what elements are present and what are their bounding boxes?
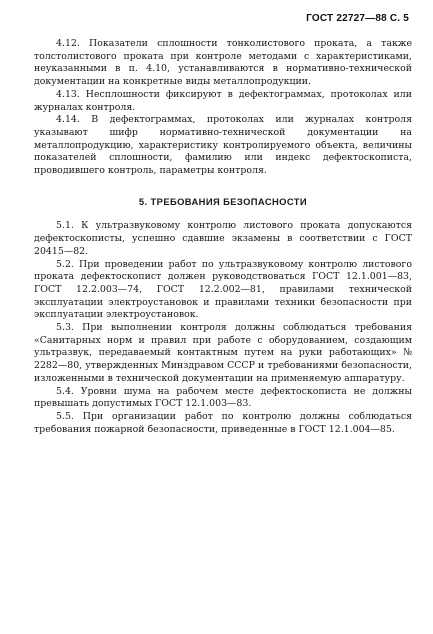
paragraph-5-4: 5.4. Уровни шума на рабочем месте дефектоскописта не должны превышать допустимых ГОСТ 12.1.003—83.: [34, 385, 412, 410]
paragraph-5-2: 5.2. При проведении работ по ультразвуковому контролю листового проката дефектоскопист должен руководствоваться ГОСТ 12.1.001—83, ГОСТ 12.2.003—74, ГОСТ 12.2.002—81, правилами технической эксплуатации электроустановок и правилами техники безопасности при эксплуатации электроустановок.: [34, 258, 412, 321]
section-heading: 5. ТРЕБОВАНИЯ БЕЗОПАСНОСТИ: [138, 195, 308, 207]
paragraph-4-13: 4.13. Несплошности фиксируют в дефектограммах, протоколах или журналах контроля.: [34, 88, 412, 113]
paragraph-5-5: 5.5. При организации работ по контролю должны соблюдаться требования пожарной безопасности, приведенные в ГОСТ 12.1.004—85.: [34, 410, 412, 435]
paragraph-4-14: 4.14. В дефектограммах, протоколах или журналах контроля указывают шифр нормативно-технической документации на металлопродукцию, характеристику контролируемого объекта, величины показателей сплошности, фамилию или индекс дефектоскописта, проводившего контроль, параметры контроля.: [34, 114, 412, 177]
document-body: [34, 38, 412, 436]
running-header: ГОСТ 22727—88 С. 5: [306, 13, 409, 24]
paragraph-5-1: 5.1. К ультразвуковому контролю листового проката допускаются дефектоскописты, успешно сдавшие экзамены в соответствии с ГОСТ 20415—82.: [34, 220, 412, 257]
paragraph-4-12: 4.12. Показатели сплошности тонколистового проката, а также толстолистового проката при контроле методами с характеристиками, неуказанными в п. 4.10, устанавливаются в нормативно-технической документации на конкретные виды металлопродукции.: [34, 38, 412, 88]
paragraph-5-3: 5.3. При выполнении контроля должны соблюдаться требования «Санитарных норм и правил при работе с оборудованием, создающим ультразвук, передаваемый контактным путем на руки работающих» № 2282—80, утвержденных Минздравом СССР и требованиями безопасности, изложенными в технической документации на применяемую аппаратуру.: [34, 322, 412, 384]
